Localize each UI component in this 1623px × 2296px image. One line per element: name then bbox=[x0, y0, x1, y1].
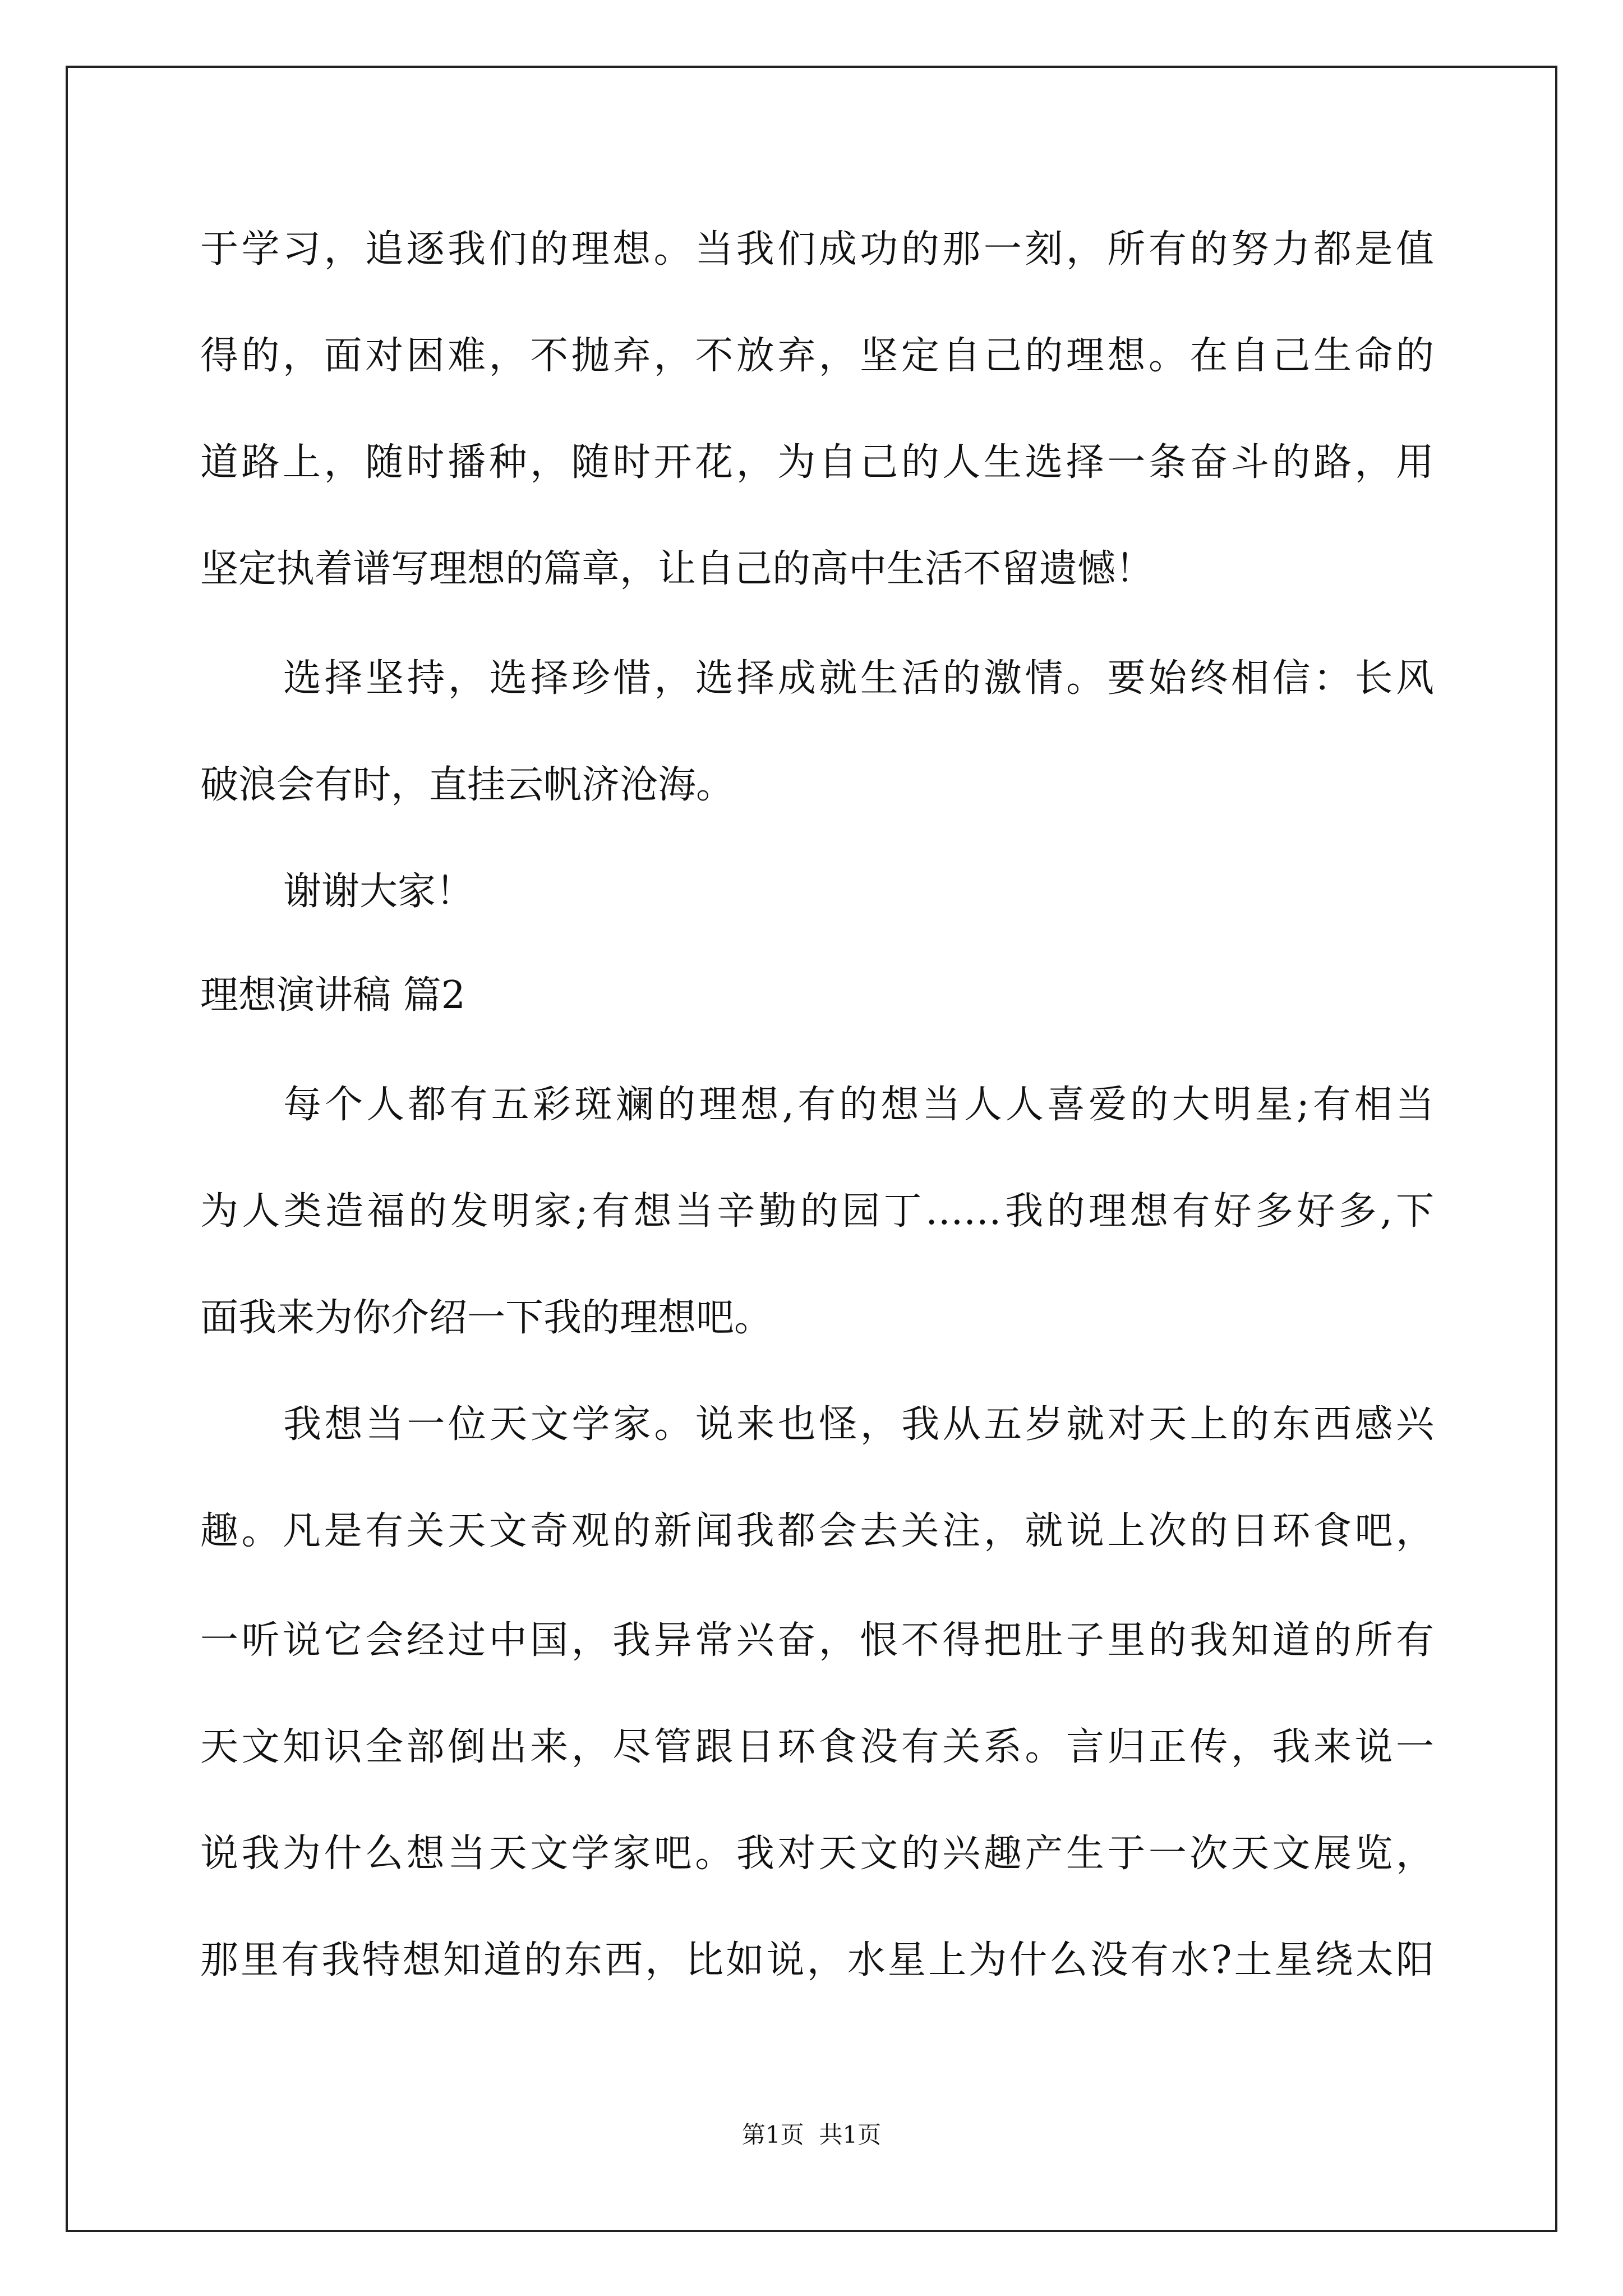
text-line: 为人类造福的发明家;有想当辛勤的园丁……我的理想有好多好多,下 bbox=[200, 1189, 1434, 1234]
text-line: 一听说它会经过中国，我异常兴奋，恨不得把肚子里的我知道的所有 bbox=[200, 1618, 1434, 1663]
text-line: 坚定执着谱写理想的篇章，让自己的高中生活不留遗憾！ bbox=[200, 547, 1154, 591]
text-line: 得的，面对困难，不抛弃，不放弃，坚定自己的理想。在自己生命的 bbox=[200, 334, 1434, 378]
text-line: 破浪会有时，直挂云帆济沧海。 bbox=[200, 763, 735, 807]
paragraph-first-line: 谢谢大家！ bbox=[283, 869, 474, 914]
page-number: 第1页 共1页 bbox=[741, 2121, 882, 2148]
text-line: 面我来为你介绍一下我的理想吧。 bbox=[200, 1296, 773, 1340]
page-border bbox=[66, 66, 1557, 2232]
text-line: 说我为什么想当天文学家吧。我对天文的兴趣产生于一次天文展览， bbox=[200, 1832, 1434, 1876]
text-line: 天文知识全部倒出来，尽管跟日环食没有关系。言归正传，我来说一 bbox=[200, 1725, 1434, 1769]
paragraph-first-line: 我想当一位天文学家。说来也怪，我从五岁就对天上的东西感兴 bbox=[283, 1402, 1434, 1447]
section-heading: 理想演讲稿 篇2 bbox=[200, 973, 465, 1018]
text-line: 道路上，随时播种，随时开花，为自己的人生选择一条奋斗的路，用 bbox=[200, 440, 1434, 485]
paragraph-first-line: 选择坚持，选择珍惜，选择成就生活的激情。要始终相信：长风 bbox=[283, 656, 1434, 701]
text-line: 趣。凡是有关天文奇观的新闻我都会去关注，就说上次的日环食吧， bbox=[200, 1509, 1434, 1553]
text-line: 于学习，追逐我们的理想。当我们成功的那一刻，所有的努力都是值 bbox=[200, 227, 1434, 272]
paragraph-first-line: 每个人都有五彩斑斓的理想,有的想当人人喜爱的大明星;有相当 bbox=[283, 1083, 1434, 1127]
text-line: 那里有我特想知道的东西，比如说，水星上为什么没有水?土星绕太阳 bbox=[200, 1938, 1434, 1982]
